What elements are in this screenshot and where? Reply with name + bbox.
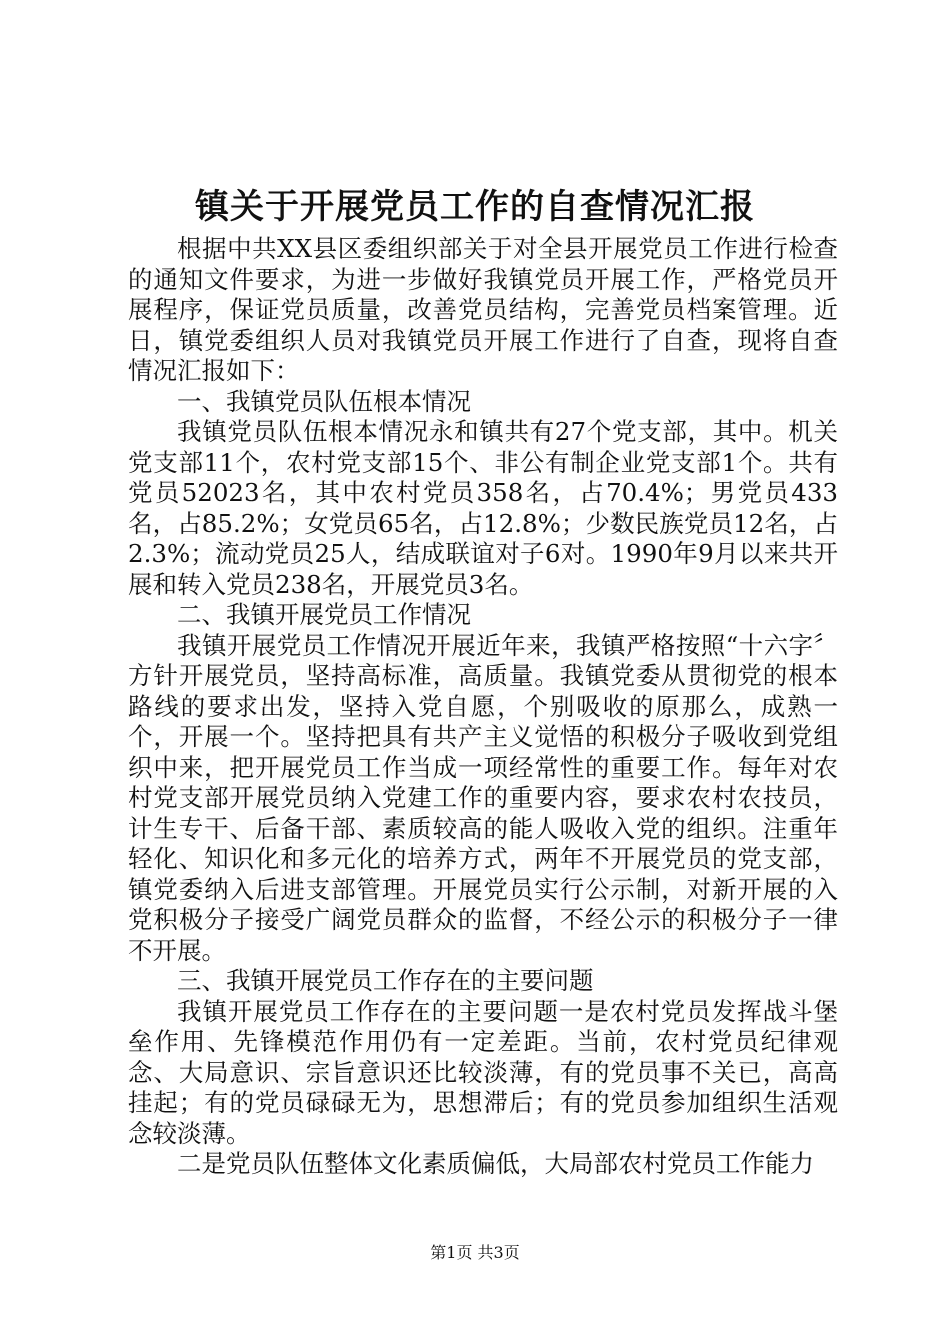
section-heading-2: 二、我镇开展党员工作情况 [177,600,471,629]
page-footer: 第1页 共3页 [430,1243,520,1262]
document-body [128,234,838,1180]
paragraph-section-3a: 我镇开展党员工作存在的主要问题一是农村党员发挥战斗堡垒作用、先锋模范作用仍有一定差距。当前，农村党员纪律观念、大局意识、宗旨意识还比较淡薄，有的党员事不关已，高高挂起；有的党员碌碌无为，思想滞后；有的党员参加组织生活观念较淡薄。 [128,996,838,1148]
document-title: 镇关于开展党员工作的自查情况汇报 [195,187,755,227]
paragraph-section-2: 我镇开展党员工作情况开展近年来，我镇严格按照“十六字〞方针开展党员，坚持高标准，高质量。我镇党委从贯彻党的根本路线的要求出发，坚持入党自愿，个别吸收的原那么，成熟一个，开展一个。坚持把具有共产主义觉悟的积极分子吸收到党组织中来，把开展党员工作当成一项经常性的重要工作。每年对农村党支部开展党员纳入党建工作的重要内容，要求农村农技员，计生专干、后备干部、素质较高的能人吸收入党的组织。注重年轻化、知识化和多元化的培养方式，两年不开展党员的党支部，镇党委纳入后进支部管理。开展党员实行公示制，对新开展的入党积极分子接受广阔党员群众的监督，不经公示的积极分子一律不开展。 [128,630,838,965]
section-heading-3: 三、我镇开展党员工作存在的主要问题 [177,966,594,995]
section-heading-1: 一、我镇党员队伍根本情况 [177,386,471,416]
paragraph-intro: 根据中共XX县区委组织部关于对全县开展党员工作进行检查的通知文件要求，为进一步做好我镇党员开展工作，严格党员开展程序，保证党员质量，改善党员结构，完善党员档案管理。近日，镇党委组织人员对我镇党员开展工作进行了自查，现将自查情况汇报如下： [128,234,838,385]
paragraph-section-3b: 二是党员队伍整体文化素质偏低，大局部农村党员工作能力 [177,1149,814,1178]
paragraph-section-1: 我镇党员队伍根本情况永和镇共有27个党支部，其中。机关党支部11个，农村党支部15个、非公有制企业党支部1个。共有党员52023名，其中农村党员358名，占70.4%；男党员433名，占85.2%；女党员65名，占12.8%；少数民族党员12名，占2.3%；流动党员25人，结成联谊对子6对。1990年9月以来共开展和转入党员238名，开展党员3名。 [128,417,838,599]
